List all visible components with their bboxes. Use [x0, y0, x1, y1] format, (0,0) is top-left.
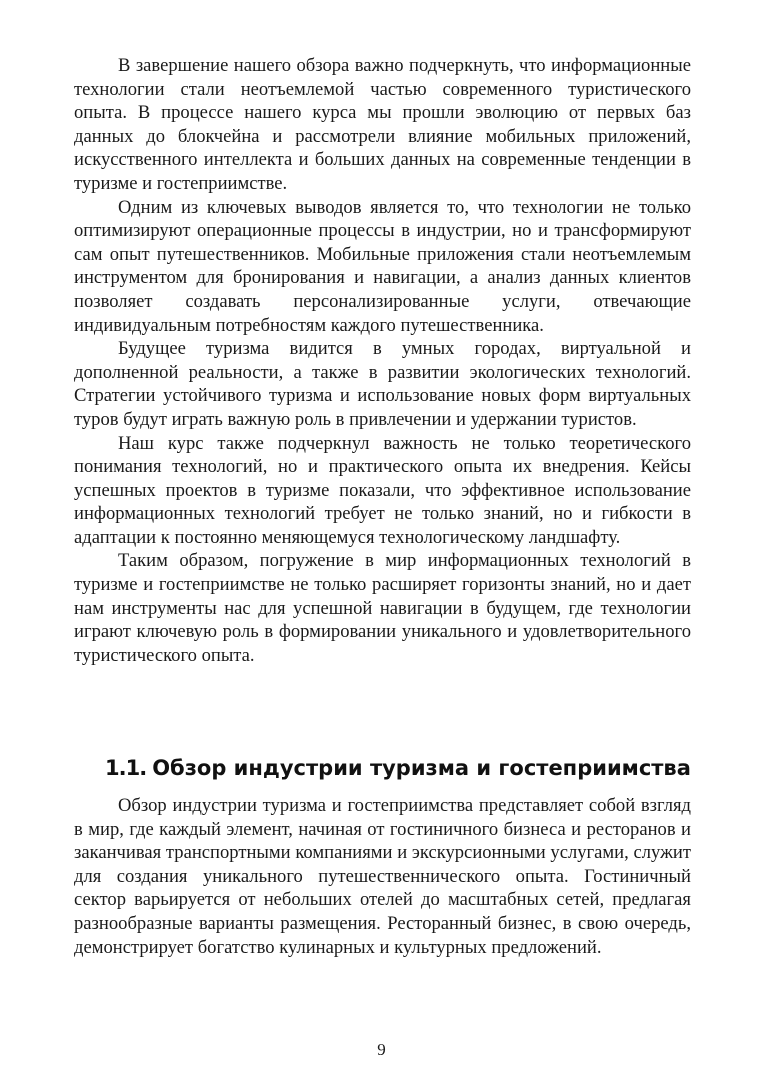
paragraph: Будущее туризма видится в умных городах, виртуальной и дополненной реальности, а также в развитии экологических технологий. Стратегии устойчивого туризма и использование новых форм виртуальных туров будут играть важную роль в привлечении и удержании туристов. — [74, 338, 691, 430]
section-heading — [105, 754, 691, 782]
page-number: 9 — [377, 1040, 386, 1059]
section-title: Обзор индустрии туризма и гостеприимства — [152, 756, 691, 780]
intro-text-block — [74, 54, 691, 667]
paragraph: Таким образом, погружение в мир информационных технологий в туризме и гостеприимстве не только расширяет горизонты знаний, но и дает нам инструменты нас для успешной навигации в будущем, где технологии играют ключевую роль в формировании уникального и удовлетворительного туристического опыта. — [74, 550, 691, 666]
paragraph: Одним из ключевых выводов является то, что технологии не только оптимизируют операционные процессы в индустрии, но и трансформируют сам опыт путешественников. Мобильные приложения стали неотъемлемым инструментом для бронирования и навигации, а анализ данных клиентов позволяет создавать персонализированные услуги, отвечающие индивидуальным потребностям каждого путешественника. — [74, 196, 691, 336]
section-number: 1.1. — [105, 756, 147, 780]
section-text-block — [74, 794, 691, 959]
paragraph: В завершение нашего обзора важно подчеркнуть, что информационные технологии стали неотъемлемой частью современного туристического опыта. В процессе нашего курса мы прошли эволюцию от первых баз данных до блокчейна и рассмотрели влияние мобильных приложений, искусственного интеллекта и больших данных на современные тенденции в туризме и гостеприимстве. — [74, 55, 691, 194]
paragraph: Обзор индустрии туризма и гостеприимства представляет собой взгляд в мир, где каждый элемент, начиная от гостиничного бизнеса и ресторанов и заканчивая транспортными компаниями и экскурсионными услугами, служит для создания уникального путешественнического опыта. Гостиничный сектор варьируется от небольших отелей до масштабных сетей, предлагая разнообразные варианты размещения. Ресторанный бизнес, в свою очередь, демонстрирует богатство кулинарных и культурных предложений. — [74, 795, 691, 958]
paragraph: Наш курс также подчеркнул важность не только теоретического понимания технологий, но и практического опыта их внедрения. Кейсы успешных проектов в туризме показали, что эффективное использование информационных технологий требует не только знаний, но и гибкости в адаптации к постоянно меняющемуся технологическому ландшафту. — [74, 432, 691, 548]
